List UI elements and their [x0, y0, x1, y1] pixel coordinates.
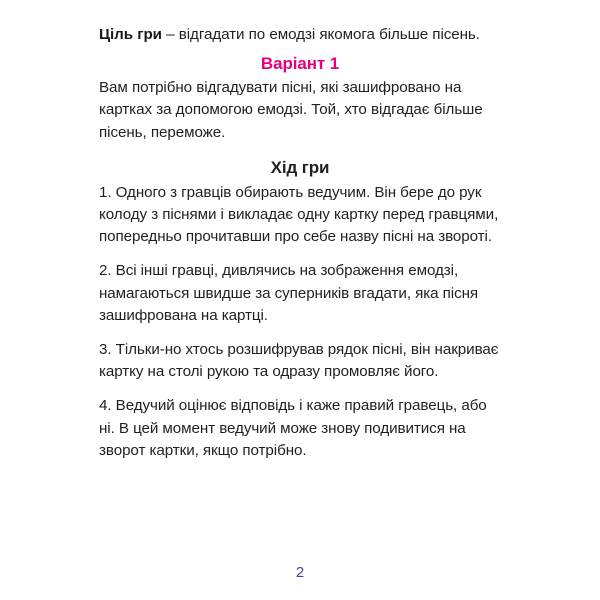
flow-step-1: 1. Одного з гравців обирають ведучим. Він бере до рук колоду з піснями і викладає одну картку перед гравцями, попередньо прочитавши про себе назву пісні на звороті.	[99, 183, 499, 246]
intro-rest-text: – відгадати по емодзі якомога більше пісень.	[161, 26, 480, 43]
intro-lead-label: Ціль гри	[99, 26, 162, 43]
flow-step-3: 3. Тільки-но хтось розшифрував рядок пісні, він накриває картку на столі рукою та одразу промовляє його.	[99, 341, 499, 381]
page-number: 2	[295, 564, 305, 581]
flow-step-2: 2. Всі інші гравці, дивлячись на зображення емодзі, намагаються швидше за суперників вгадати, яка пісня зашифрована на картці.	[99, 262, 479, 324]
page-content	[99, 24, 501, 462]
intro-paragraph	[99, 24, 501, 46]
variant-body-paragraph: Вам потрібно відгадувати пісні, які зашифровано на картках за допомогою емодзі. Той, хто відгадає більше пісень, переможе.	[99, 79, 483, 141]
variant-heading: Варіант 1	[260, 54, 340, 74]
flow-step-4: 4. Ведучий оцінює відповідь і каже правий гравець, або ні. В цей момент ведучий може знову подивитися на зворот картки, якщо потрібно.	[99, 397, 487, 459]
flow-heading: Хід гри	[270, 157, 330, 177]
